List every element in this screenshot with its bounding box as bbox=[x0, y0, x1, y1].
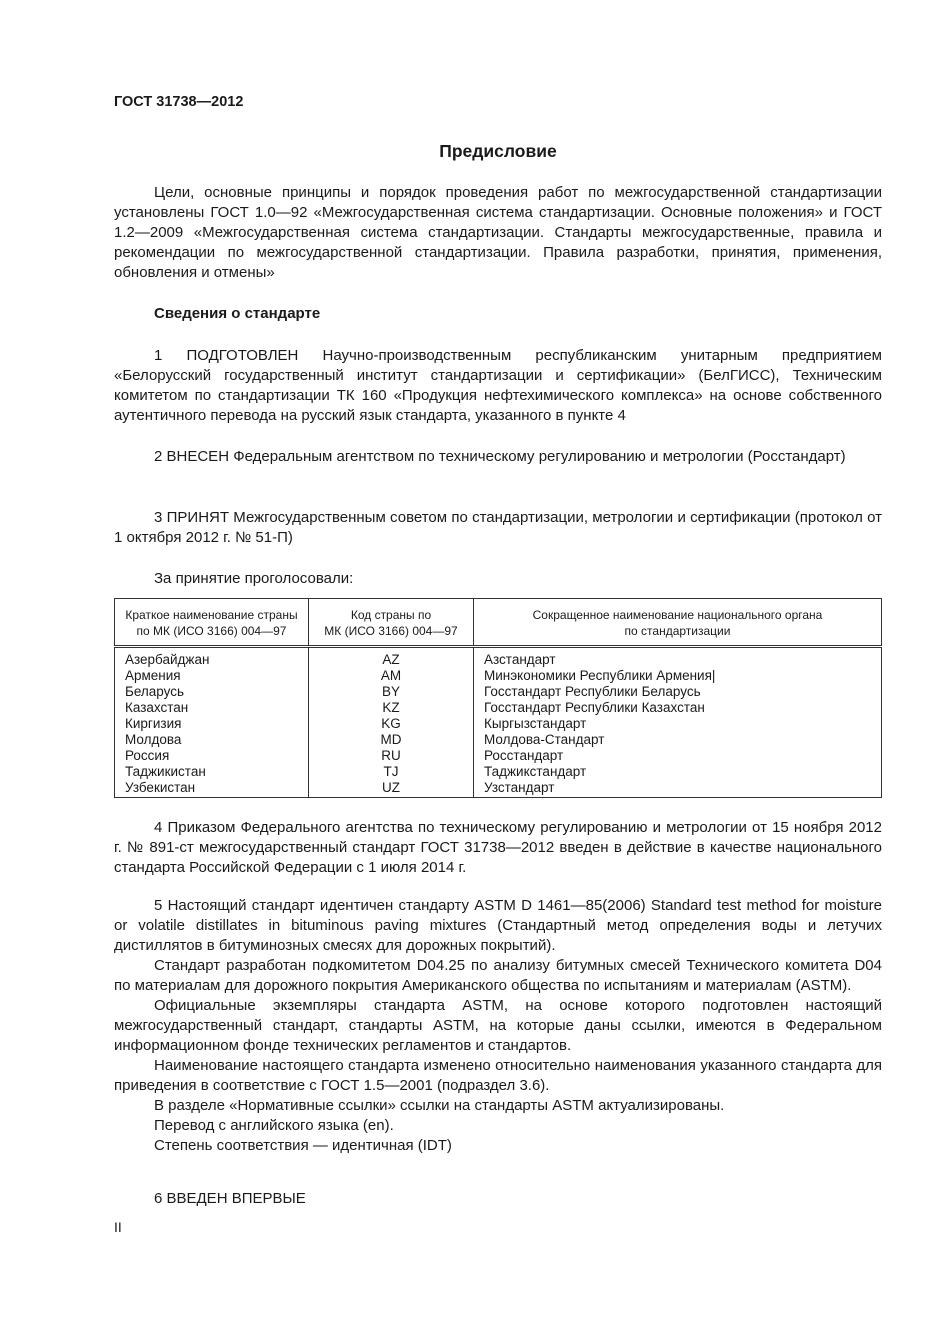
standards-body: Госстандарт Республики Беларусь bbox=[474, 684, 882, 700]
header-standards-body-line1: Сокращенное наименование национального органа bbox=[532, 608, 823, 622]
document-code: ГОСТ 31738—2012 bbox=[114, 94, 244, 110]
header-standards-body-line2: по стандартизации bbox=[624, 624, 731, 638]
header-country-code bbox=[309, 599, 474, 647]
table-row bbox=[115, 764, 882, 780]
item-5-official-copies: Официальные экземпляры стандарта ASTM, на основе которого подготовлен настоящий межгосударственный стандарт, стандарты ASTM, на которые даны ссылки, имеются в Федеральном информационном фонде технических регламентов и стандартов. bbox=[114, 997, 882, 1054]
item-2 bbox=[114, 447, 882, 467]
country-name: Таджикистан bbox=[115, 764, 309, 780]
table-row bbox=[115, 780, 882, 798]
table-row bbox=[115, 716, 882, 732]
item-5-references: В разделе «Нормативные ссылки» ссылки на стандарты ASTM актуализированы. bbox=[154, 1097, 725, 1114]
table-header-row bbox=[115, 599, 882, 647]
table-row bbox=[115, 684, 882, 700]
country-name: Киргизия bbox=[115, 716, 309, 732]
standards-body: Молдова-Стандарт bbox=[474, 732, 882, 748]
standards-body: Кыргызстандарт bbox=[474, 716, 882, 732]
country-name: Россия bbox=[115, 748, 309, 764]
country-code: AM bbox=[309, 668, 474, 684]
item-5-degree: Степень соответствия — идентичная (IDT) bbox=[154, 1137, 452, 1154]
country-name: Узбекистан bbox=[115, 780, 309, 798]
table-row bbox=[115, 700, 882, 716]
votes-label: За принятие проголосовали: bbox=[154, 570, 354, 587]
standards-body: Росстандарт bbox=[474, 748, 882, 764]
page-number: II bbox=[114, 1219, 122, 1235]
page-title: Предисловие bbox=[439, 141, 557, 161]
item-1-text: 1 ПОДГОТОВЛЕН Научно-производственным республиканским унитарным предприятием «Белорусский государственный институт стандартизации и сертификации» (БелГИСС), Техническим комитетом по стандартизации ТК 160 «Продукция нефтехимического комплекса» на основе собственного аутентичного перевода на русский язык стандарта, указанного в пункте 4 bbox=[114, 347, 882, 424]
item-5-name-change: Наименование настоящего стандарта изменено относительно наименования указанного стандарта для приведения в соответствие с ГОСТ 1.5—2001 (подраздел 3.6). bbox=[114, 1057, 882, 1094]
item-2-text: 2 ВНЕСЕН Федеральным агентством по техническому регулированию и метрологии (Росстандарт) bbox=[154, 448, 846, 465]
country-code: UZ bbox=[309, 780, 474, 798]
item-1 bbox=[114, 346, 882, 426]
header-standards-body bbox=[474, 599, 882, 647]
item-5-developer: Стандарт разработан подкомитетом D04.25 по анализу битумных смесей Технического комитета D04 по материалам для дорожного покрытия Американского общества по испытаниям и материалам (ASTM). bbox=[114, 957, 882, 994]
standards-body: Минэкономики Республики Армения| bbox=[474, 668, 882, 684]
header-country-name-line1: Краткое наименование страны bbox=[125, 608, 298, 622]
standards-body: Таджикстандарт bbox=[474, 764, 882, 780]
standards-body: Азстандарт bbox=[474, 647, 882, 669]
country-name: Беларусь bbox=[115, 684, 309, 700]
country-code: AZ bbox=[309, 647, 474, 669]
country-name: Азербайджан bbox=[115, 647, 309, 669]
intro-paragraph bbox=[114, 183, 882, 283]
item-4-text: 4 Приказом Федерального агентства по техническому регулированию и метрологии от 15 ноября 2012 г. № 891-ст межгосударственный стандарт ГОСТ 31738—2012 введен в действие в качестве национального стандарта Российской Федерации с 1 июля 2014 г. bbox=[114, 819, 882, 876]
country-code: TJ bbox=[309, 764, 474, 780]
country-code: KG bbox=[309, 716, 474, 732]
item-3 bbox=[114, 508, 882, 548]
standards-body: Госстандарт Республики Казахстан bbox=[474, 700, 882, 716]
item-5-translation: Перевод с английского языка (en). bbox=[154, 1117, 394, 1134]
country-code: RU bbox=[309, 748, 474, 764]
country-name: Молдова bbox=[115, 732, 309, 748]
table-row bbox=[115, 732, 882, 748]
country-code: MD bbox=[309, 732, 474, 748]
country-code: BY bbox=[309, 684, 474, 700]
country-name: Армения bbox=[115, 668, 309, 684]
table-row bbox=[115, 647, 882, 669]
header-country-code-line2: МК (ИСО 3166) 004—97 bbox=[324, 624, 458, 638]
item-5 bbox=[114, 896, 882, 1156]
item-6 bbox=[114, 1189, 882, 1209]
table-row bbox=[115, 748, 882, 764]
item-4 bbox=[114, 818, 882, 878]
item-5-text: 5 Настоящий стандарт идентичен стандарту ASTM D 1461—85(2006) Standard test method for moisture or volatile distillates in bituminous paving mixtures (Стандартный метод определения воды и летучих дистиллятов в битуминозных смесях для дорожных покрытий). bbox=[114, 897, 882, 954]
section-heading: Сведения о стандарте bbox=[154, 305, 321, 322]
country-name: Казахстан bbox=[115, 700, 309, 716]
header-country-code-line1: Код страны по bbox=[350, 608, 432, 622]
header-country-name bbox=[115, 599, 309, 647]
intro-text: Цели, основные принципы и порядок проведения работ по межгосударственной стандартизации установлены ГОСТ 1.0—92 «Межгосударственная система стандартизации. Основные положения» и ГОСТ 1.2—2009 «Межгосударственная система стандартизации. Стандарты межгосударственные, правила и рекомендации по межгосударственной стандартизации. Правила разработки, принятия, применения, обновления и отмены» bbox=[114, 184, 882, 281]
countries-table bbox=[114, 598, 882, 798]
item-3-text: 3 ПРИНЯТ Межгосударственным советом по стандартизации, метрологии и сертификации (протокол от 1 октября 2012 г. № 51-П) bbox=[114, 509, 882, 546]
table-row bbox=[115, 668, 882, 684]
item-6-text: 6 ВВЕДЕН ВПЕРВЫЕ bbox=[154, 1190, 306, 1207]
standards-body: Узстандарт bbox=[474, 780, 882, 798]
country-code: KZ bbox=[309, 700, 474, 716]
header-country-name-line2: по МК (ИСО 3166) 004—97 bbox=[136, 624, 287, 638]
